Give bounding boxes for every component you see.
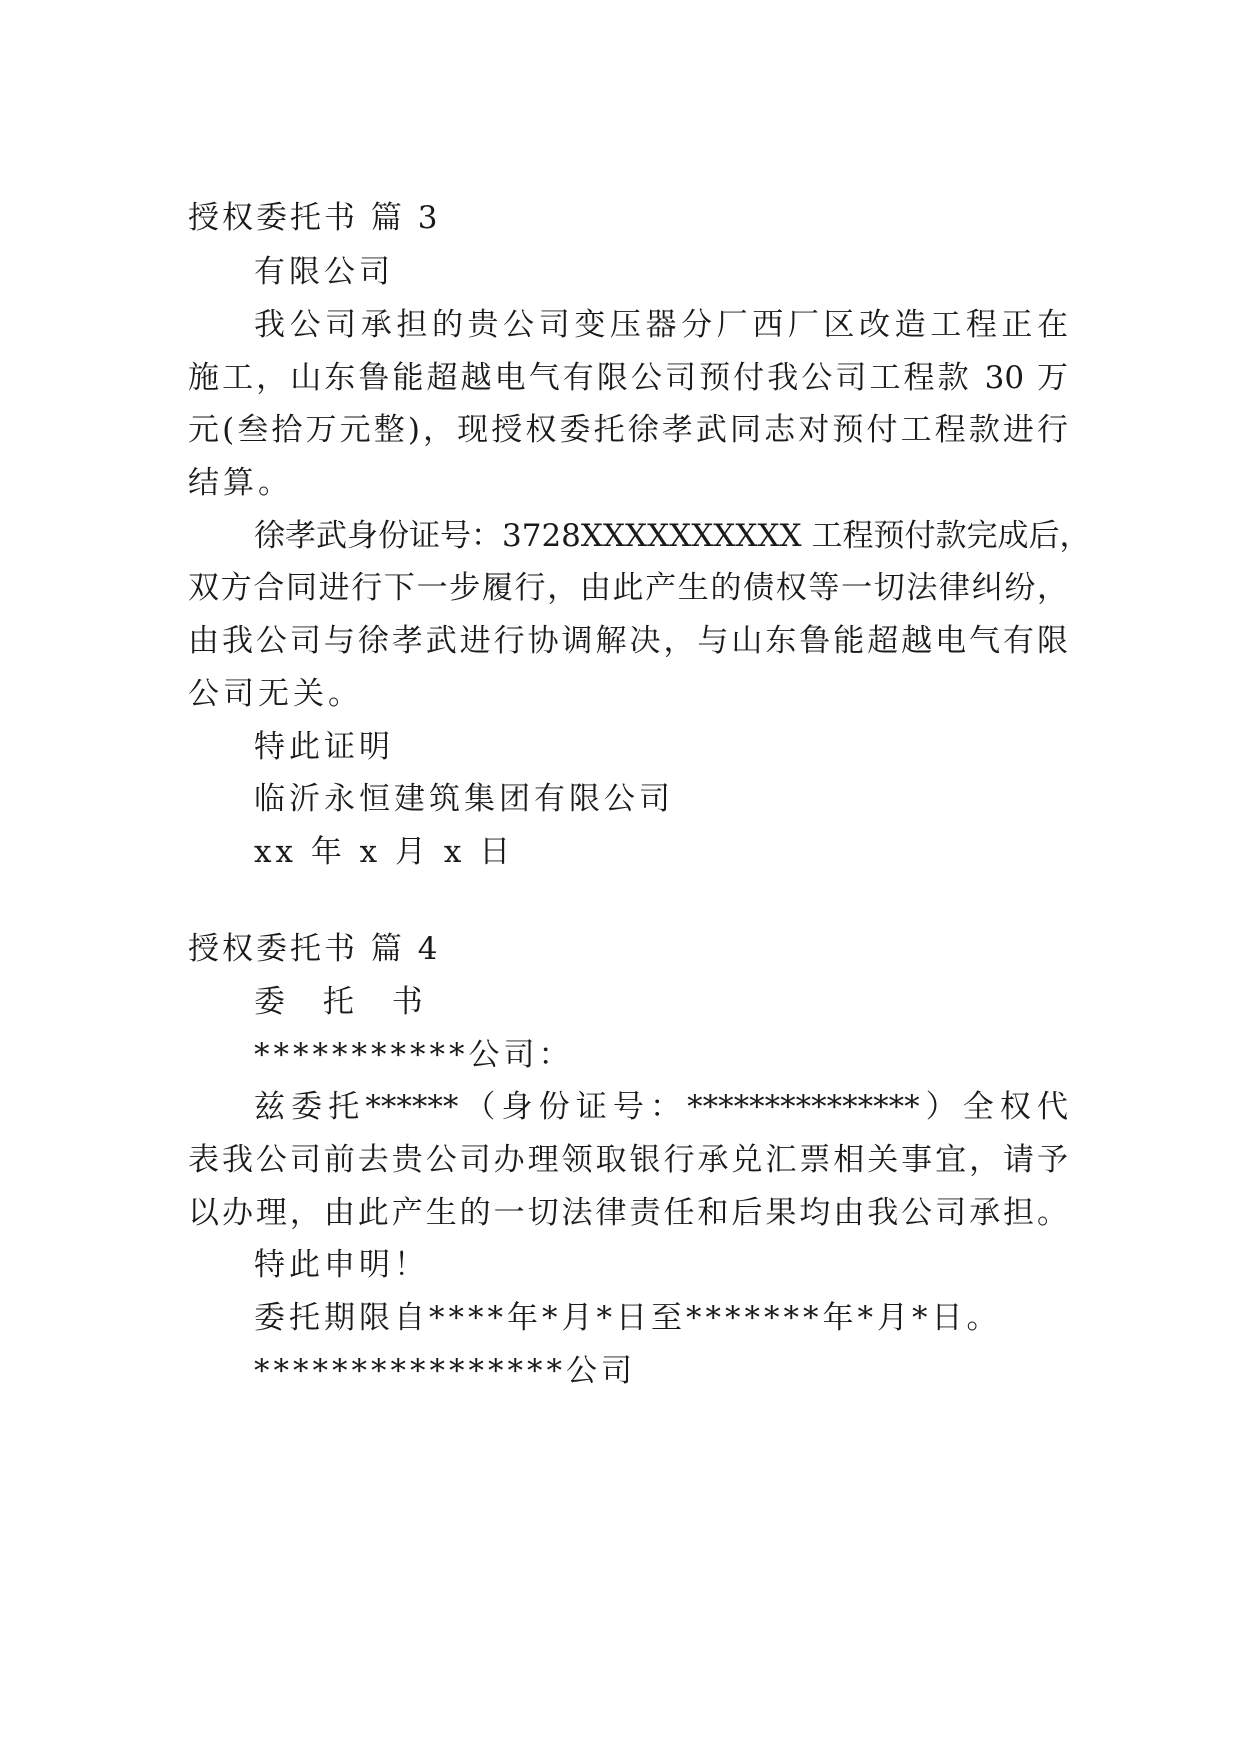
section3-para2-line3: 由我公司与徐孝武进行协调解决，与山东鲁能超越电气有限 xyxy=(188,623,1068,659)
section3-para1-line4: 结算。 xyxy=(188,465,293,501)
section3-title: 授权委托书 篇 3 xyxy=(188,200,441,236)
section4-para1-line1: 兹委托******（身份证号：***************）全权代 xyxy=(254,1089,1068,1125)
section3-para2-line4: 公司无关。 xyxy=(188,676,363,712)
section4-title: 授权委托书 篇 4 xyxy=(188,931,441,967)
section3-closing: 特此证明 xyxy=(254,729,394,765)
section4-heading: 委 托 书 xyxy=(254,984,437,1020)
section3-company: 临沂永恒建筑集团有限公司 xyxy=(254,781,674,817)
section3-addressee: 有限公司 xyxy=(254,254,394,290)
section4-para1-line3: 以办理，由此产生的一切法律责任和后果均由我公司承担。 xyxy=(188,1195,1068,1231)
section3-para1-line3: 元(叁拾万元整)，现授权委托徐孝武同志对预付工程款进行 xyxy=(188,412,1068,448)
document-page xyxy=(188,0,1091,1754)
section3-para2-line1: 徐孝武身份证号：3728XXXXXXXXXX 工程预付款完成后， xyxy=(254,518,1091,554)
section3-para1-line1: 我公司承担的贵公司变压器分厂西厂区改造工程正在 xyxy=(254,307,1068,343)
section4-closing: 特此申明！ xyxy=(254,1247,429,1283)
section4-addressee: ***********公司： xyxy=(254,1037,574,1073)
section4-period: 委托期限自****年*月*日至*******年*月*日。 xyxy=(254,1300,1002,1336)
section4-company: ****************公司 xyxy=(254,1353,636,1389)
section3-date: xx 年 x 月 x 日 xyxy=(254,834,515,870)
section4-para1-line2: 表我公司前去贵公司办理领取银行承兑汇票相关事宜，请予 xyxy=(188,1142,1068,1178)
section3-para2-line2: 双方合同进行下一步履行，由此产生的债权等一切法律纠纷， xyxy=(188,570,1068,606)
section3-para1-line2: 施工，山东鲁能超越电气有限公司预付我公司工程款 30 万 xyxy=(188,360,1068,396)
